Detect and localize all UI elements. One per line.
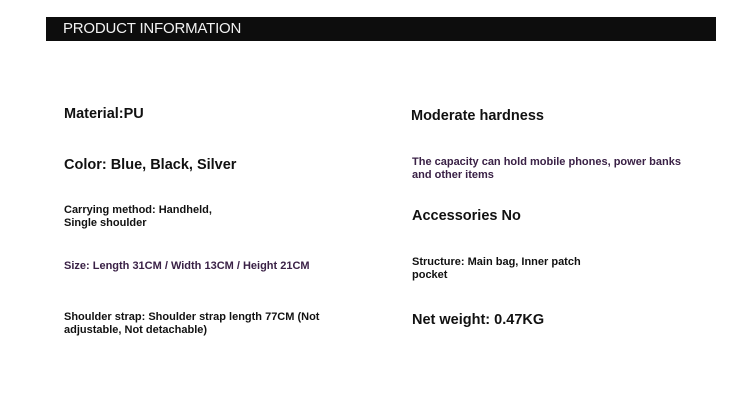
spec-carrying-line1: Carrying method: Handheld, bbox=[64, 204, 212, 216]
spec-shoulder-strap bbox=[64, 311, 319, 337]
spec-accessories: Accessories No bbox=[412, 208, 521, 224]
spec-capacity-line2: and other items bbox=[412, 169, 494, 182]
spec-capacity-line1: The capacity can hold mobile phones, power banks bbox=[412, 156, 681, 168]
spec-structure bbox=[412, 256, 581, 282]
spec-color: Color: Blue, Black, Silver bbox=[64, 157, 237, 173]
section-header bbox=[46, 17, 716, 41]
spec-material: Material:PU bbox=[64, 106, 144, 122]
spec-structure-line1: Structure: Main bag, Inner patch bbox=[412, 256, 581, 268]
spec-strap-line2: adjustable, Not detachable) bbox=[64, 324, 208, 337]
section-title: PRODUCT INFORMATION bbox=[63, 20, 242, 37]
spec-carrying-line2: Single shoulder bbox=[64, 217, 147, 230]
spec-structure-line2: pocket bbox=[412, 269, 448, 282]
spec-net-weight: Net weight: 0.47KG bbox=[412, 312, 545, 328]
spec-carrying-method bbox=[64, 204, 212, 230]
spec-strap-line1: Shoulder strap: Shoulder strap length 77CM (Not bbox=[64, 311, 320, 323]
spec-size: Size: Length 31CM / Width 13CM / Height 21CM bbox=[64, 260, 310, 272]
spec-hardness: Moderate hardness bbox=[411, 108, 544, 124]
spec-capacity bbox=[412, 156, 681, 182]
